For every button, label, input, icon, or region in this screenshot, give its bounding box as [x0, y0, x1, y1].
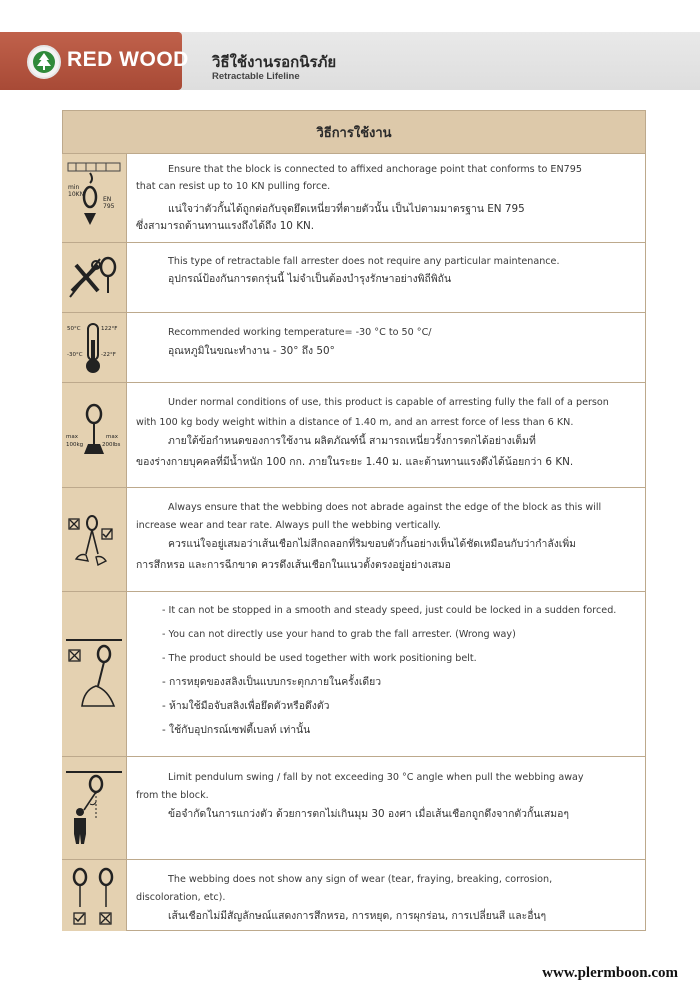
instruction-row [62, 757, 646, 860]
instruction-text: - You can not directly use your hand to grab the fall arrester. (Wrong way) [162, 629, 516, 640]
instruction-text-th: เส้นเชือกไม่มีสัญลักษณ์แสดงการสึกหรอ, การหยุด, การผุกร่อน, การเปลี่ยนสี และอื่นๆ [168, 910, 547, 922]
instruction-text-th: แน่ใจว่าตัวกั้นได้ถูกต่อกับจุดยึดเหนี่ยวที่ตายตัวนั้น เป็นไปตามมาตรฐาน EN 795 [168, 203, 525, 215]
instruction-row [62, 592, 646, 757]
temp-c-low: -30°C [67, 351, 83, 358]
instruction-text: - It can not be stopped in a smooth and steady speed, just could be locked in a sudden forced. [162, 605, 617, 616]
weight-capacity-icon [66, 402, 122, 468]
standard-label: EN [103, 196, 112, 203]
wrong-use-icon [66, 636, 122, 712]
max-label: max [66, 434, 78, 440]
icon-cell [62, 154, 127, 242]
anchorage-icon [66, 159, 122, 237]
force-label: 10KN [68, 191, 85, 198]
instruction-row [62, 243, 646, 313]
temp-c-high: 50°C [67, 325, 81, 332]
instruction-row [62, 154, 646, 243]
instruction-row [62, 488, 646, 592]
temp-f-high: 122°F [101, 325, 118, 332]
icon-cell [62, 243, 127, 312]
footer-website-link[interactable]: www.plermboon.com [542, 965, 678, 981]
instruction-text-th: ควรแน่ใจอยู่เสมอว่าเส้นเชือกไม่สีกถลอกที่ริมขอบตัวกั้นอย่างเห็นได้ชัดเหมือนกับว่ากำลังเพิ่ม [168, 538, 577, 550]
instruction-text-th: การสึกหรอ และการฉีกขาด ควรดึงเส้นเชือกในแนวตั้งตรงอยู่อย่างเสมอ [136, 559, 451, 571]
instruction-text-th: - ห้ามใช้มือจับสลิงเพื่อยึดตัวหรือดึงตัว [162, 700, 330, 712]
instruction-row [62, 383, 646, 488]
instruction-text: Recommended working temperature= -30 °C to 50 °C/ [168, 327, 432, 338]
table-heading-text: วิธีการใช้งาน [316, 125, 392, 141]
instruction-row [62, 313, 646, 383]
instruction-text: Ensure that the block is connected to affixed anchorage point that conforms to EN795 [168, 164, 582, 175]
page-subtitle: Retractable Lifeline [212, 71, 300, 82]
standard-number-label: 795 [103, 203, 115, 210]
icon-cell [62, 757, 127, 859]
instruction-text-th: อุปกรณ์ป้องกันการตกรุ่นนี้ ไม่จำเป็นต้องบำรุงรักษาอย่างพิถีพิถัน [168, 273, 452, 285]
max-label: max [106, 434, 118, 440]
instruction-text: This type of retractable fall arrester does not require any particular maintenance. [168, 256, 560, 267]
webbing-direction-icon [66, 507, 122, 573]
page-title: วิธีใช้งานรอกนิรภัย [212, 53, 337, 71]
min-label: min [68, 184, 80, 191]
instruction-text-th: ของร่างกายบุคคลที่มีน้ำหนัก 100 กก. ภายในระยะ 1.40 ม. และต้านทานแรงดึงได้น้อยกว่า 6 KN. [136, 456, 574, 468]
instruction-text-th: ซึ่งสามารถต้านทานแรงถึงได้ถึง 10 KN. [136, 220, 315, 232]
instruction-text: that can resist up to 10 KN pulling force. [136, 181, 331, 192]
icon-cell [62, 383, 127, 487]
kg-label: 100kg [66, 442, 84, 448]
lbs-label: 200lbs [102, 442, 121, 448]
instruction-text-th: - ใช้กับอุปกรณ์เซฟตี้เบลท์ เท่านั้น [162, 724, 311, 736]
temp-f-low: -22°F [101, 351, 116, 358]
thermometer-icon [66, 320, 122, 376]
instruction-text: - The product should be used together with work positioning belt. [162, 653, 477, 664]
instruction-text: Limit pendulum swing / fall by not exceeding 30 °C angle when pull the webbing away [168, 772, 584, 783]
icon-cell [62, 860, 127, 931]
instruction-row [62, 860, 646, 931]
instruction-text-th: อุณหภูมิในขณะทำงาน - 30° ถึง 50° [168, 345, 335, 357]
instruction-text: increase wear and tear rate. Always pull the webbing vertically. [136, 520, 441, 531]
instruction-text-th: ภายใต้ข้อกำหนดของการใช้งาน ผลิตภัณฑ์นี้ สามารถเหนี่ยวรั้งการตกได้อย่างเต็มที่ [168, 435, 536, 447]
icon-cell [62, 592, 127, 756]
instruction-text-th: - การหยุดของสลิงเป็นแบบกระตุกภายในครั้งเดียว [162, 676, 382, 688]
brand-name: RED WOOD [67, 48, 189, 71]
tree-icon [27, 45, 61, 79]
icon-cell [62, 488, 127, 591]
instruction-text: discoloration, etc). [136, 892, 226, 903]
instruction-text: Always ensure that the webbing does not abrade against the edge of the block as this will [168, 502, 602, 513]
webbing-inspection-icon [66, 863, 122, 929]
no-maintenance-icon [66, 253, 122, 303]
instruction-text: The webbing does not show any sign of wear (tear, fraying, breaking, corrosion, [168, 874, 553, 885]
instruction-text: from the block. [136, 790, 209, 801]
instruction-text: Under normal conditions of use, this product is capable of arresting fully the fall of a person [168, 397, 609, 408]
pendulum-swing-icon [66, 768, 122, 848]
instruction-text: with 100 kg body weight within a distance of 1.40 m, and an arrest force of less than 6 KN. [136, 417, 574, 428]
icon-cell [62, 313, 127, 382]
instruction-text-th: ข้อจำกัดในการแกว่งตัว ด้วยการตกไม่เกินมุม 30 องศา เมื่อเส้นเชือกถูกดึงจากตัวกั้นเสมอๆ [168, 808, 569, 820]
table-heading [62, 110, 646, 154]
